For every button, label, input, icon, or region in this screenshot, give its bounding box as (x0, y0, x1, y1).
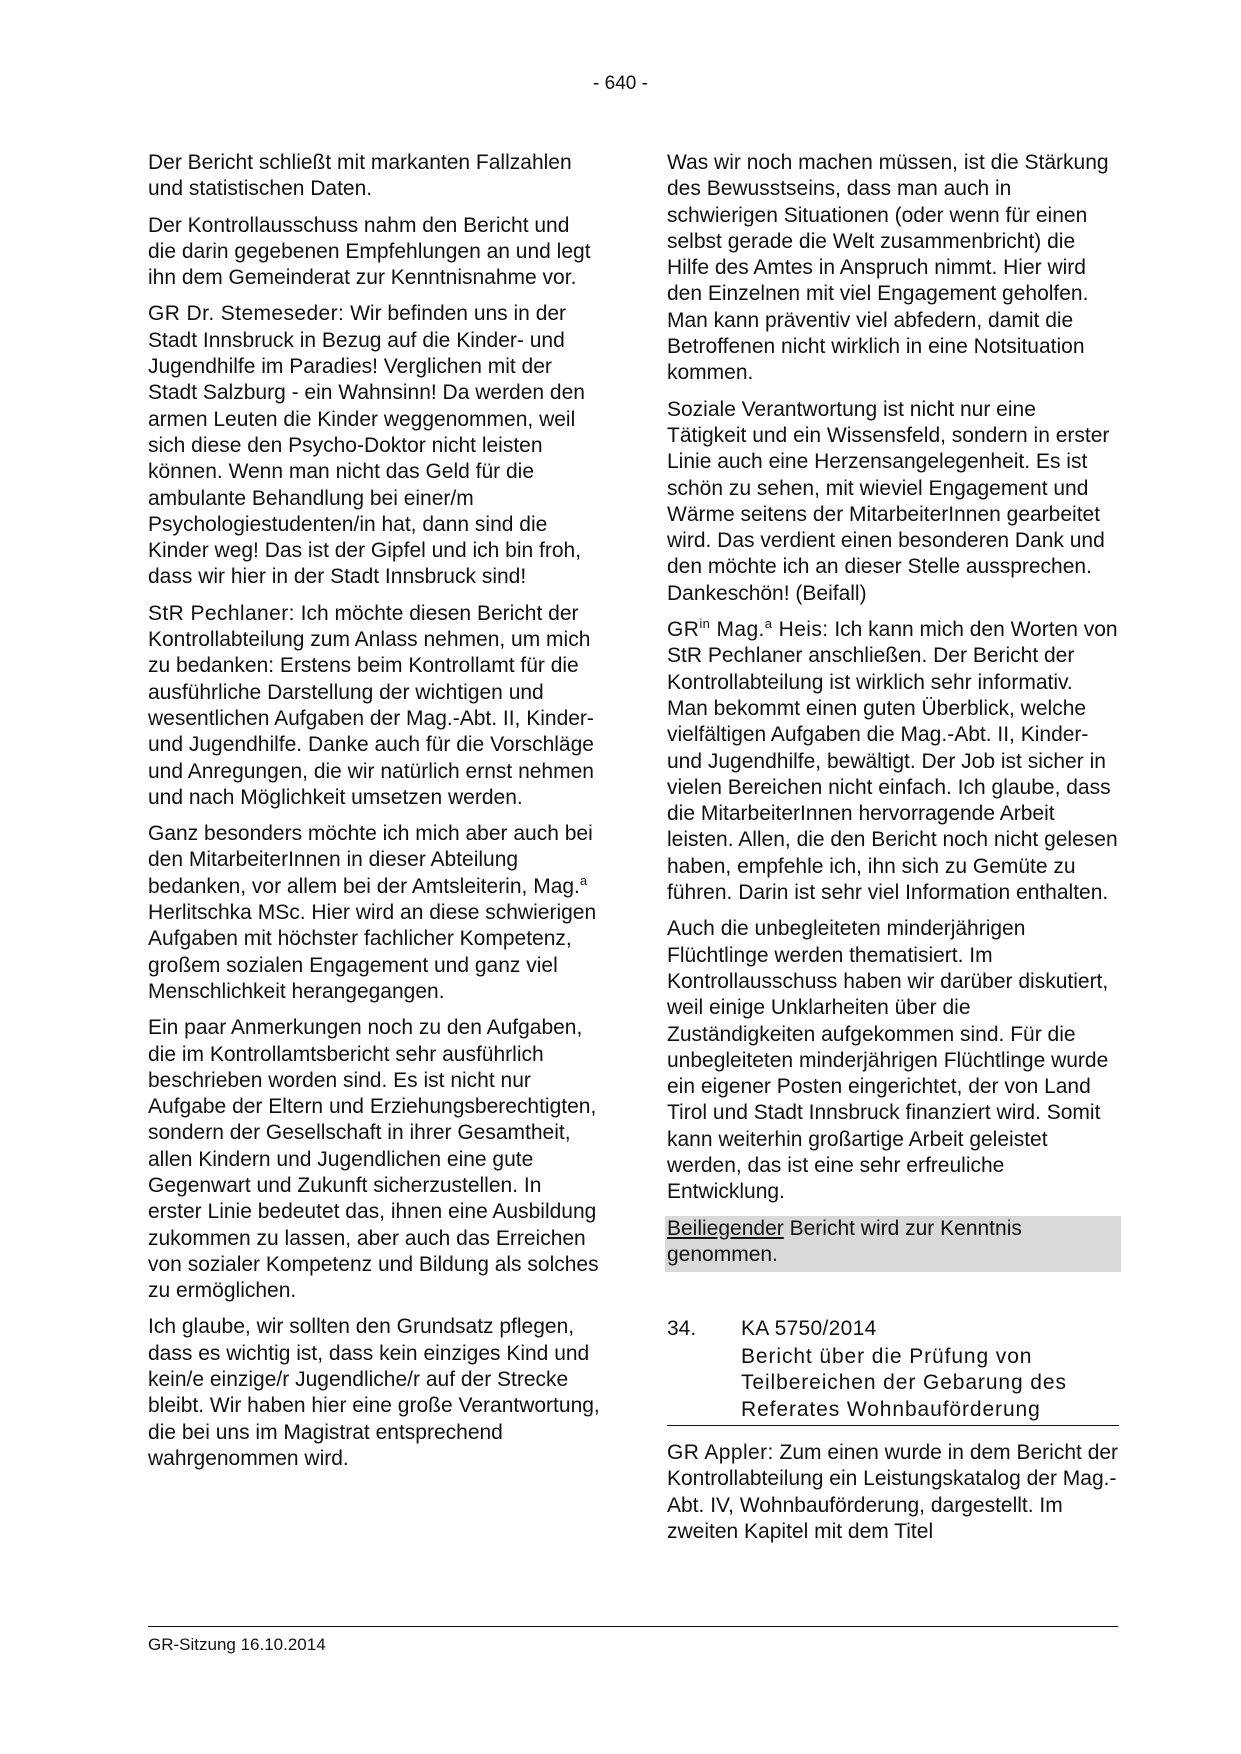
paragraph: Auch die unbegleiteten minderjährigen Flüchtlinge werden thematisiert. Im Kontrollausschuss haben wir darüber diskutiert, weil einige Unklarheiten über die Zuständigkeiten aufgekommen sind. Für die unbegleiteten minderjährigen Flüchtlinge wurde ein eigener Posten eingerichtet, der von Land Tirol und Stadt Innsbruck finanziert wird. Somit kann weiterhin großartige Arbeit geleistet werden, das ist eine sehr erfreuliche Entwicklung. (667, 917, 1109, 1204)
speaker-part: Mag. (710, 618, 765, 642)
agenda-item-code: KA 5750/2014 (741, 1317, 877, 1341)
text-part: Ganz besonders möchte ich mich aber auch bei den MitarbeiterInnen in dieser Abteilung bedanken, vor allem bei der Amtsleiterin, Mag. (148, 822, 593, 898)
left-column (148, 150, 600, 1482)
agenda-item-header (667, 1316, 1119, 1344)
paragraph: Der Kontrollausschuss nahm den Bericht und die darin gegebenen Empfehlungen an und legt ihn dem Gemeinderat zur Kenntnisnahme vor. (148, 213, 591, 290)
speaker-name: GR Appler: (667, 1441, 774, 1465)
speech-text: Ich möchte diesen Bericht der Kontrollabteilung zum Anlass nehmen, um mich zu bedanken: Erstens beim Kontrollamt für die ausführliche Darstellung der wichtigen und wesentlichen Aufgaben der Mag.-Abt. II, Kinder- und Jugendhilfe. Danke auch für die Vorschläge und Anregungen, die wir natürlich ernst nehmen und nach Möglichkeit umsetzen werden. (148, 601, 594, 809)
page-number: - 640 - (593, 73, 648, 94)
speech-text: Ich kann mich den Worten von StR Pechlaner anschließen. Der Bericht der Kontrollabteilung ist wirklich sehr informativ. Man bekommt einen guten Überblick, welche vielfältigen Aufgaben die Mag.-Abt. II, Kinder- und Jugendhilfe, bewältigt. Der Job ist sicher in vielen Bereichen nicht einfach. Ich glaube, dass die MitarbeiterInnen hervorragende Arbeit leisten. Allen, die den Bericht noch nicht gelesen haben, empfehle ich, ihn sich zu Gemüte zu führen. Darin ist sehr viel Information enthalten. (667, 618, 1118, 905)
speech-stemeseder (148, 301, 600, 590)
right-column (667, 150, 1119, 1555)
speaker-part: Heis: (772, 618, 829, 642)
speech-text: Wir befinden uns in der Stadt Innsbruck in Bezug auf die Kinder- und Jugendhilfe im Paradies! Verglichen mit der Stadt Salzburg - ein Wahnsinn! Da werden den armen Leuten die Kinder weggenommen, weil sich diese den Psycho-Doktor nicht leisten können. Wenn man nicht das Geld für die ambulante Behandlung bei einer/m Psychologiestudenten/in hat, dann sind die Kinder weg! Das ist der Gipfel und ich bin froh, dass wir hier in der Stadt Innsbruck sind! (148, 302, 585, 589)
paragraph (148, 821, 600, 1005)
superscript: a (579, 872, 588, 888)
agenda-item-divider (667, 1425, 1119, 1426)
decision-box (665, 1216, 1121, 1273)
agenda-item-number: 34. (667, 1317, 697, 1341)
speech-heis (667, 617, 1119, 906)
paragraph: Was wir noch machen müssen, ist die Stärkung des Bewusstseins, dass man auch in schwierigen Situationen (oder wenn für einen selbst gerade die Welt zusammenbricht) die Hilfe des Amtes in Anspruch nimmt. Hier wird den Einzelnen mit viel Engagement geholfen. Man kann präventiv viel abfedern, damit die Betroffenen nicht wirklich in eine Notsituation kommen. (667, 151, 1109, 385)
agenda-item-title: Bericht über die Prüfung von Teilbereichen der Gebarung des Referates Wohnbauförderung (741, 1345, 1067, 1421)
speaker-name: GR Dr. Stemeseder: (148, 302, 345, 326)
speaker-name: StR Pechlaner: (148, 601, 295, 625)
paragraph: Soziale Verantwortung ist nicht nur eine Tätigkeit und ein Wissensfeld, sondern in erster Linie auch eine Herzensangelegenheit. Es ist schön zu sehen, mit wieviel Engagement und Wärme seitens der MitarbeiterInnen gearbeitet wird. Das verdient einen besonderen Dank und den möchte ich an dieser Stelle aussprechen. Dankeschön! (Beifall) (667, 397, 1110, 605)
footer-divider (148, 1626, 1118, 1627)
speech-appler (667, 1440, 1119, 1545)
speech-text: Zum einen wurde in dem Bericht der Kontrollabteilung ein Leistungskatalog der Mag.-Abt. IV, Wohnbauförderung, dargestellt. Im zweiten Kapitel mit dem Titel (667, 1441, 1119, 1543)
speaker-part: GR (667, 618, 700, 642)
decision-text: Bericht wird zur Kenntnis genommen. (667, 1216, 1022, 1266)
superscript: a (764, 616, 773, 632)
footer-session-date: GR-Sitzung 16.10.2014 (148, 1635, 326, 1654)
superscript: in (699, 616, 711, 632)
speech-pechlaner (148, 601, 600, 811)
paragraph: Der Bericht schließt mit markanten Fallzahlen und statistischen Daten. (148, 151, 572, 201)
speaker-name (667, 618, 829, 641)
paragraph: Ein paar Anmerkungen noch zu den Aufgaben, die im Kontrollamtsbericht sehr ausführlich beschrieben worden sind. Es ist nicht nur Aufgabe der Eltern und Erziehungsberechtigten, sondern der Gesellschaft in ihrer Gesamtheit, allen Kindern und Jugendlichen eine gute Gegenwart und Zukunft sicherzustellen. In erster Linie bedeutet das, ihnen eine Ausbildung zukommen zu lassen, aber auch das Erreichen von sozialer Kompetenz und Bildung als solches zu ermöglichen. (148, 1016, 599, 1303)
paragraph: Ich glaube, wir sollten den Grundsatz pflegen, dass es wichtig ist, dass kein einziges Kind und kein/e einzige/r Jugendliche/r auf der Strecke bleibt. Wir haben hier eine große Verantwortung, die bei uns im Magistrat entsprechend wahrgenommen wird. (148, 1315, 600, 1470)
decision-keyword: Beiliegender (667, 1216, 784, 1240)
text-part: Herlitschka MSc. Hier wird an diese schwierigen Aufgaben mit höchster fachlicher Kompetenz, großem sozialen Engagement und ganz viel Menschlichkeit herangegangen. (148, 901, 597, 1003)
